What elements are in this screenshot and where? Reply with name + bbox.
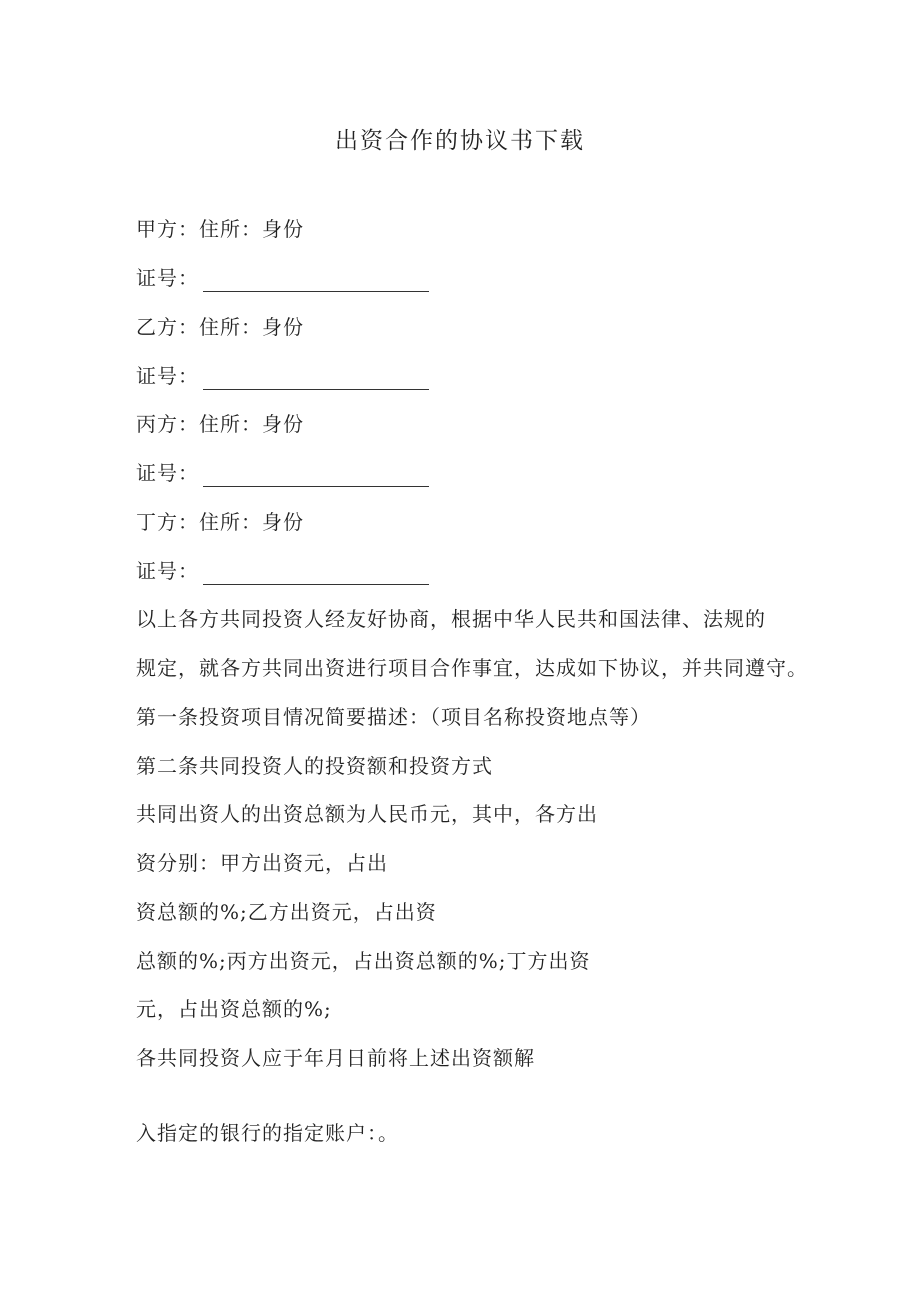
id-blank-field xyxy=(203,562,429,585)
body-paragraph-line: 入指定的银行的指定账户：。 xyxy=(136,1121,399,1145)
party-a-line xyxy=(136,215,304,243)
body-paragraph-line: 以上各方共同投资人经友好协商，根据中华人民共和国法律、法规的 xyxy=(136,607,766,631)
party-a-id-line xyxy=(136,264,429,292)
party-a-text: 甲方：住所：身份 xyxy=(136,217,304,241)
body-paragraph-line: 规定，就各方共同出资进行项目合作事宜，达成如下协议，并共同遵守。 xyxy=(136,656,808,680)
party-b-line xyxy=(136,313,304,341)
id-blank-field xyxy=(203,367,429,390)
id-label: 证号： xyxy=(136,364,199,388)
id-blank-field xyxy=(203,269,429,292)
party-c-line xyxy=(136,410,304,438)
body-paragraph-line: 总额的%;丙方出资元，占出资总额的%;丁方出资 xyxy=(136,949,591,973)
party-b-text: 乙方：住所：身份 xyxy=(136,315,304,339)
party-d-id-line xyxy=(136,557,429,585)
party-d-text: 丁方：住所：身份 xyxy=(136,510,304,534)
article-2-line: 第二条共同投资人的投资额和投资方式 xyxy=(136,754,493,778)
article-1-line: 第一条投资项目情况简要描述：（项目名称投资地点等） xyxy=(136,705,651,729)
id-label: 证号： xyxy=(136,559,199,583)
id-label: 证号： xyxy=(136,461,199,485)
body-paragraph-line: 资总额的%;乙方出资元，占出资 xyxy=(136,900,437,924)
document-title: 出资合作的协议书下载 xyxy=(335,128,585,154)
body-paragraph-line: 元，占出资总额的%; xyxy=(136,997,332,1021)
party-c-id-line xyxy=(136,459,429,487)
body-paragraph-line: 资分别：甲方出资元，占出 xyxy=(136,851,388,875)
party-d-line xyxy=(136,508,304,536)
party-c-text: 丙方：住所：身份 xyxy=(136,412,304,436)
party-b-id-line xyxy=(136,362,429,390)
id-blank-field xyxy=(203,464,429,487)
body-paragraph-line: 共同出资人的出资总额为人民币元，其中，各方出 xyxy=(136,802,598,826)
id-label: 证号： xyxy=(136,266,199,290)
body-paragraph-line: 各共同投资人应于年月日前将上述出资额解 xyxy=(136,1046,535,1070)
